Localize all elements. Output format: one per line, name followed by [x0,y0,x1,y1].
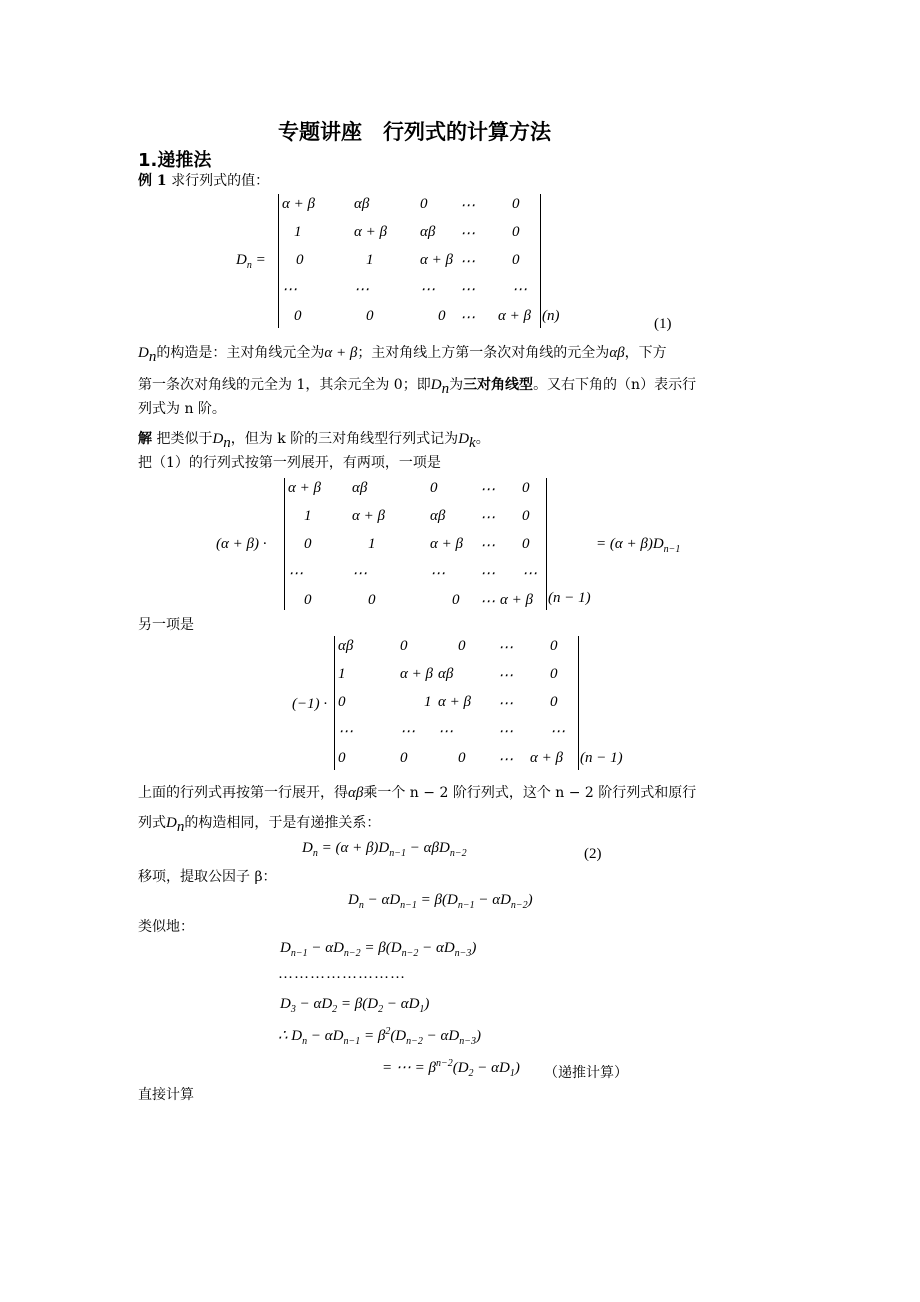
matrix-cell: ⋯ [438,724,453,740]
matrix-cell: 0 [550,638,558,654]
matrix-cell: α + β [438,694,471,710]
matrix-cell: 0 [294,308,302,324]
matrix-cell: ⋯ [522,566,537,582]
matrix-cell: α + β [430,536,463,552]
matrix-cell: ⋯ [460,254,475,270]
matrix-cell: α + β [498,308,531,324]
term2-factor: (−1) · [292,696,328,712]
matrix-cell: ⋯ [480,538,495,554]
matrix-cell: ⋯ [498,696,513,712]
similar-label: 类似地： [138,919,194,935]
matrix-cell: 1 [366,252,374,268]
matrix-cell: ⋯ [460,310,475,326]
matrix-cell: 0 [296,252,304,268]
matrix-cell: 0 [338,694,346,710]
equation-2: $D_n = (\alpha + \beta)D_{n-1} - \alpha\beta D_{n-2}$ [302,840,467,859]
matrix-cell: 0 [522,508,530,524]
matrix-cell: 0 [400,750,408,766]
dots-line: …………………… [278,966,406,982]
equation-number-2: (2) [584,846,602,862]
move-label: 移项，提取公因子 β： [138,869,277,885]
equation-3: $D_n - \alpha D_{n-1} = \beta(D_{n-1} - \alpha D_{n-2})$ [348,892,533,911]
matrix-cell: αβ [430,508,446,524]
matrix-cell: ⋯ [460,226,475,242]
matrix-cell: ⋯ [512,282,527,298]
matrix-cell: 0 [304,592,312,608]
expand-line-1: 上面的行列式再按第一行展开，得αβ乘一个 n − 2 阶行列式，这个 n − 2 阶行列式和原行 [138,785,697,801]
matrix-cell: ⋯ [460,198,475,214]
matrix-cell: αβ [420,224,436,240]
matrix-cell: αβ [352,480,368,496]
matrix-cell: α + β [354,224,387,240]
matrix-cell: αβ [354,196,370,212]
det2-order: (n − 1) [548,590,591,606]
det2-left-bar [284,478,285,610]
matrix-cell: ⋯ [480,482,495,498]
matrix-cell: 0 [304,536,312,552]
matrix-cell: ⋯ [282,282,297,298]
matrix-cell: 0 [366,308,374,324]
matrix-cell: 0 [522,536,530,552]
matrix-cell: ⋯ [354,282,369,298]
matrix-cell: ⋯ [400,724,415,740]
matrix-cell: 0 [438,308,446,324]
det3-left-bar [334,636,335,770]
det3-right-bar [578,636,579,770]
matrix-cell: ⋯ [430,566,445,582]
matrix-cell: 0 [550,694,558,710]
recursion-line-4: = ⋯ = $\beta^{n-2}(D_2 - \alpha D_1)$ [382,1058,520,1079]
matrix-cell: ⋯ [498,640,513,656]
recursion-line-1: $D_{n-1} - \alpha D_{n-2} = \beta(D_{n-2} - \alpha D_{n-3})$ [280,940,477,959]
matrix-cell: αβ [338,638,354,654]
matrix-cell: α + β [282,196,315,212]
recursion-note: （递推计算） [544,1065,628,1081]
determinant-lhs: $D_n$ = [236,252,266,271]
matrix-cell: 0 [452,592,460,608]
matrix-cell: α + β [420,252,453,268]
matrix-cell: ⋯ [480,510,495,526]
term1-factor: (α + β) · [216,536,267,552]
det1-order: (n) [542,308,560,324]
matrix-cell: αβ [438,666,454,682]
matrix-cell: ⋯ [460,282,475,298]
matrix-cell: 0 [368,592,376,608]
example-prompt [138,170,269,192]
matrix-cell: 0 [550,666,558,682]
matrix-cell: 1 [294,224,302,240]
matrix-cell: ⋯ [550,724,565,740]
other-term-label: 另一项是 [138,617,194,633]
section-heading: 1.递推法 [138,150,212,171]
matrix-cell: 0 [512,224,520,240]
matrix-cell: 0 [458,638,466,654]
matrix-cell: α + β [288,480,321,496]
equation-number-1: (1) [654,316,672,332]
solution-line-1: 解 把类似于$D_n$，但为 k 阶的三对角线型行列式记为$D_k$。 [138,431,490,451]
matrix-cell: ⋯ [352,566,367,582]
matrix-cell: α + β [500,592,533,608]
term1-result: = $(\alpha + \beta)D_{n-1}$ [596,536,681,555]
description-line-1: $D_n$的构造是：主对角线元全为α + β；主对角线上方第一条次对角线的元全为αβ，下方 [138,345,667,365]
det2-right-bar [546,478,547,610]
matrix-cell: ⋯ [288,566,303,582]
example-label: 例 1 [138,173,167,189]
solution-line-2: 把（1）的行列式按第一列展开，有两项，一项是 [138,455,441,471]
matrix-cell: ⋯ [498,752,513,768]
matrix-cell: ⋯ [480,566,495,582]
matrix-cell: 1 [368,536,376,552]
det1-right-bar [540,194,541,328]
det1-left-bar [278,194,279,328]
recursion-line-2: $D_3 - \alpha D_2 = \beta(D_2 - \alpha D_1)$ [280,996,430,1015]
matrix-cell: 0 [522,480,530,496]
matrix-cell: ⋯ [420,282,435,298]
matrix-cell: 1 [424,694,432,710]
matrix-cell: 1 [338,666,346,682]
matrix-cell: 0 [430,480,438,496]
direct-label: 直接计算 [138,1087,194,1103]
description-line-3: 列式为 n 阶。 [138,401,226,417]
matrix-cell: α + β [400,666,433,682]
matrix-cell: 0 [338,750,346,766]
matrix-cell: 0 [458,750,466,766]
recursion-line-3: ∴ $D_n - \alpha D_{n-1} = \beta^2(D_{n-2} - \alpha D_{n-3})$ [278,1026,481,1047]
matrix-cell: 0 [420,196,428,212]
matrix-cell: 1 [304,508,312,524]
matrix-cell: 0 [512,196,520,212]
matrix-cell: α + β [352,508,385,524]
description-line-2: 第一条次对角线的元全为 1，其余元全为 0；即$D_n$为三对角线型。又右下角的（n）表示行 [138,377,697,397]
matrix-cell: 0 [400,638,408,654]
matrix-cell: α + β [530,750,563,766]
page-title: 专题讲座 行列式的计算方法 [278,120,551,144]
example-question: 求行列式的值： [171,173,270,189]
matrix-cell: ⋯ [480,594,495,610]
expand-line-2: 列式$D_n$的构造相同，于是有递推关系： [138,815,381,835]
det3-order: (n − 1) [580,750,623,766]
matrix-cell: ⋯ [498,724,513,740]
matrix-cell: ⋯ [338,724,353,740]
matrix-cell: 0 [512,252,520,268]
matrix-cell: ⋯ [498,668,513,684]
